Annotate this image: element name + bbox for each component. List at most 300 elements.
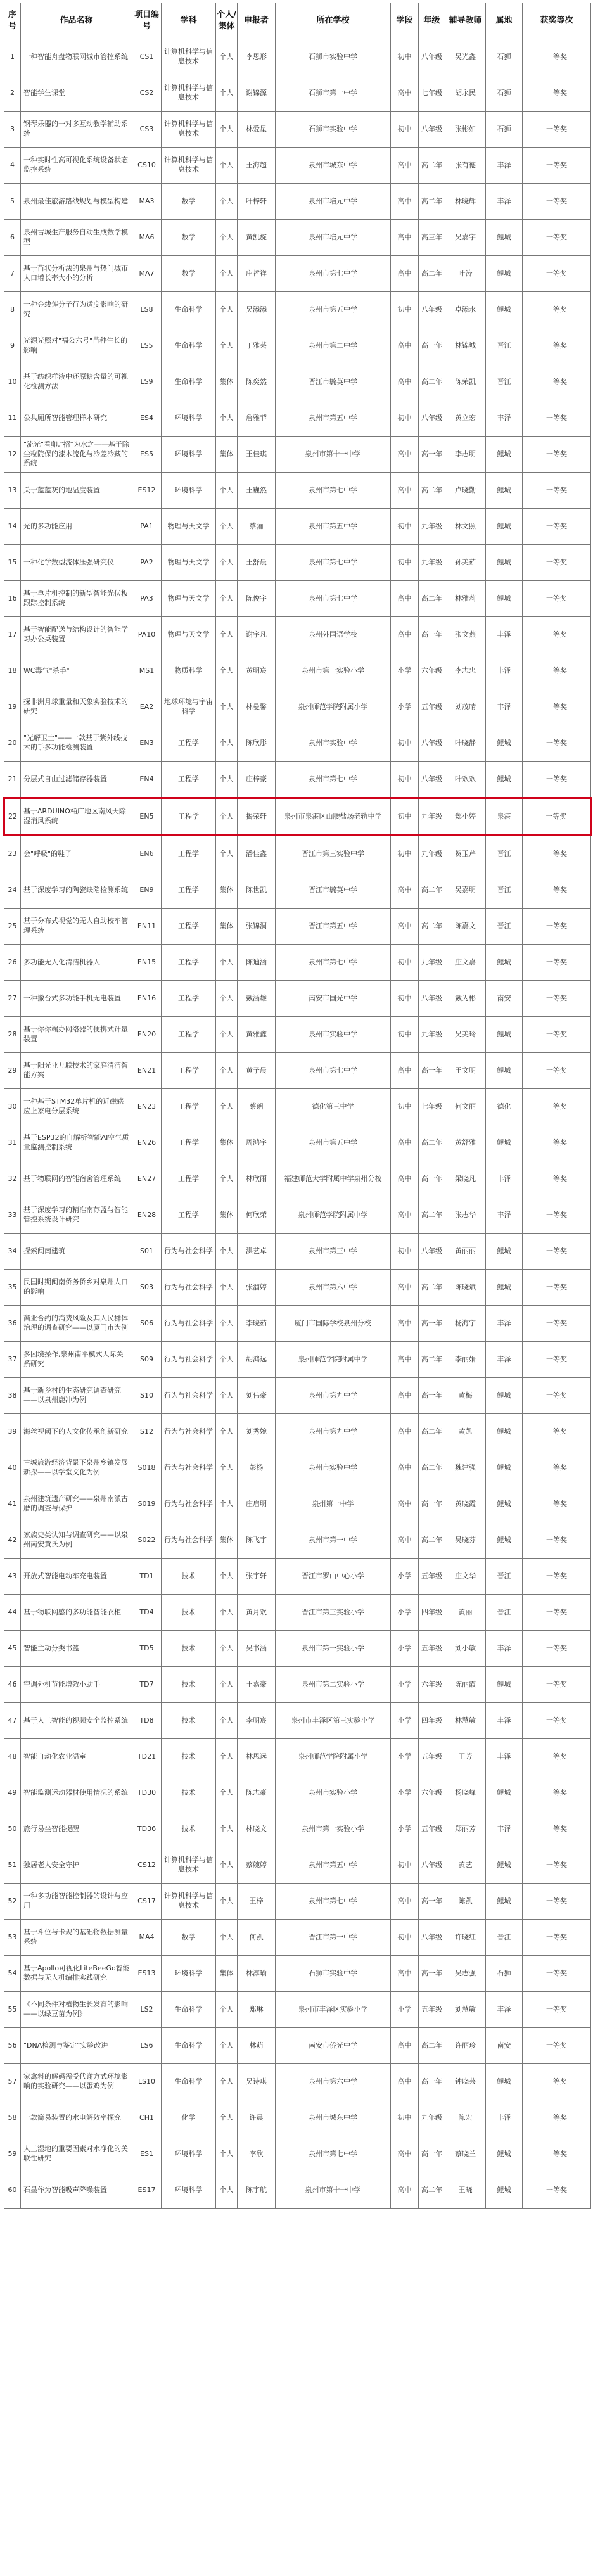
table-row: [4, 1234, 591, 1270]
table-cell: 丰泽: [486, 1703, 523, 1739]
table-cell: 泉州师范学院附属小学: [276, 689, 391, 725]
table-cell: 高二年: [419, 872, 445, 909]
table-cell: 环境科学: [162, 400, 216, 437]
table-cell: 生命科学: [162, 2028, 216, 2064]
table-cell: 李志忠: [445, 653, 486, 689]
table-cell: 一等奖: [523, 1270, 591, 1306]
table-cell: 丰泽: [486, 400, 523, 437]
table-cell: 高中: [391, 328, 419, 364]
table-cell: 鲤城: [486, 581, 523, 617]
table-cell: 52: [4, 1884, 21, 1920]
table-cell: 44: [4, 1595, 21, 1631]
table-cell: 集体: [216, 437, 238, 473]
table-cell: 泉州市培元中学: [276, 220, 391, 256]
table-row: [4, 725, 591, 762]
table-cell: 初中: [391, 1847, 419, 1884]
table-cell: 工程学: [162, 1161, 216, 1197]
table-cell: 泉州市实验中学: [276, 1450, 391, 1486]
table-cell: 一等奖: [523, 1161, 591, 1197]
col-header: 年级: [419, 3, 445, 39]
table-cell: 何欣荣: [238, 1197, 276, 1234]
table-cell: 陈丽霞: [445, 1667, 486, 1703]
table-cell: 高二年: [419, 148, 445, 184]
table-cell: 35: [4, 1270, 21, 1306]
table-cell: 黄舒雅: [445, 1125, 486, 1161]
table-cell: 黄梅: [445, 1378, 486, 1414]
table-cell: 一等奖: [523, 909, 591, 945]
table-cell: 2: [4, 75, 21, 112]
table-cell: 高中: [391, 220, 419, 256]
col-header: 学段: [391, 3, 419, 39]
table-cell: 26: [4, 945, 21, 981]
table-cell: 陈迪涵: [238, 945, 276, 981]
table-cell: 胡鸿远: [238, 1342, 276, 1378]
table-cell: 高一年: [419, 1161, 445, 1197]
table-cell: 南安市国光中学: [276, 981, 391, 1017]
table-cell: 基于苗状分析法的泉州与热门城市人口增长率大小的分析: [21, 256, 132, 292]
table-row: [4, 798, 591, 836]
table-cell: 庄文华: [445, 1559, 486, 1595]
table-cell: 周鸿宇: [238, 1125, 276, 1161]
table-cell: 高中: [391, 1378, 419, 1414]
table-cell: 个人: [216, 1342, 238, 1378]
table-cell: 一种化学数型流体压强研究仪: [21, 545, 132, 581]
table-cell: 55: [4, 1992, 21, 2028]
table-cell: 林萌: [238, 2028, 276, 2064]
table-cell: 五年级: [419, 1559, 445, 1595]
table-cell: 集体: [216, 364, 238, 400]
table-cell: 10: [4, 364, 21, 400]
table-cell: 工程学: [162, 798, 216, 836]
table-cell: 多困境操作,泉州南平模式人际关系研究: [21, 1342, 132, 1378]
table-cell: 39: [4, 1414, 21, 1450]
table-cell: 一等奖: [523, 1053, 591, 1089]
table-cell: 林慧敏: [445, 1703, 486, 1739]
table-cell: 高二年: [419, 364, 445, 400]
table-cell: 吴诗琪: [238, 2064, 276, 2100]
table-cell: 60: [4, 2172, 21, 2209]
table-cell: 个人: [216, 653, 238, 689]
table-cell: 基于Apollo可视化LiteBeeGo智能数据与无人机编排实践研究: [21, 1956, 132, 1992]
table-cell: 个人: [216, 725, 238, 762]
table-cell: 蔡婉婷: [238, 1847, 276, 1884]
table-cell: 3: [4, 112, 21, 148]
table-row: [4, 545, 591, 581]
table-cell: 陈志豪: [238, 1775, 276, 1811]
table-row: [4, 1703, 591, 1739]
table-cell: 一等奖: [523, 2100, 591, 2136]
table-row: [4, 1414, 591, 1450]
table-cell: 一种实时性高可视化系统设备状态监控系统: [21, 148, 132, 184]
table-cell: 泉州市第五中学: [276, 1847, 391, 1884]
table-cell: 19: [4, 689, 21, 725]
table-cell: 一等奖: [523, 1847, 591, 1884]
table-cell: 初中: [391, 1089, 419, 1125]
table-cell: 生命科学: [162, 2064, 216, 2100]
table-cell: 高中: [391, 1125, 419, 1161]
table-cell: 丰泽: [486, 653, 523, 689]
table-cell: 高中: [391, 256, 419, 292]
table-cell: 一等奖: [523, 1920, 591, 1956]
table-cell: 个人: [216, 148, 238, 184]
table-cell: 30: [4, 1089, 21, 1125]
table-cell: 许晓红: [445, 1920, 486, 1956]
table-row: [4, 1956, 591, 1992]
table-cell: 泉州市第三中学: [276, 1234, 391, 1270]
table-cell: 环境科学: [162, 2136, 216, 2172]
table-cell: 八年级: [419, 400, 445, 437]
table-cell: 泉州市第七中学: [276, 473, 391, 509]
table-cell: 高中: [391, 1270, 419, 1306]
table-cell: 高一年: [419, 1378, 445, 1414]
table-cell: 环境科学: [162, 2172, 216, 2209]
table-cell: 王晓: [445, 2172, 486, 2209]
table-row: [4, 39, 591, 75]
table-cell: 一等奖: [523, 292, 591, 328]
table-cell: 工程学: [162, 1197, 216, 1234]
table-cell: 高一年: [419, 437, 445, 473]
table-cell: 黄丽丽: [445, 1234, 486, 1270]
table-cell: 个人: [216, 1559, 238, 1595]
table-cell: 一等奖: [523, 1631, 591, 1667]
table-cell: CS3: [132, 112, 162, 148]
table-cell: 一等奖: [523, 653, 591, 689]
table-cell: 高中: [391, 581, 419, 617]
table-row: [4, 1125, 591, 1161]
table-cell: 基于智能配送与结构设计的智能学习办公桌装置: [21, 617, 132, 653]
table-cell: 丰泽: [486, 1306, 523, 1342]
table-cell: 59: [4, 2136, 21, 2172]
table-cell: 张文燕: [445, 617, 486, 653]
table-cell: 初中: [391, 762, 419, 798]
table-cell: 初中: [391, 836, 419, 872]
table-cell: 环境科学: [162, 1956, 216, 1992]
table-cell: PA3: [132, 581, 162, 617]
table-row: [4, 1486, 591, 1522]
table-cell: 泉州市丰泽区第三实验小学: [276, 1703, 391, 1739]
table-cell: 一等奖: [523, 581, 591, 617]
table-cell: 行为与社会科学: [162, 1234, 216, 1270]
table-cell: 个人: [216, 220, 238, 256]
table-cell: 八年级: [419, 725, 445, 762]
table-cell: 一等奖: [523, 1414, 591, 1450]
table-cell: 陈欣彤: [238, 725, 276, 762]
table-cell: 庄哲祥: [238, 256, 276, 292]
table-cell: 工程学: [162, 981, 216, 1017]
table-cell: 高二年: [419, 1342, 445, 1378]
table-cell: 计算机科学与信息技术: [162, 148, 216, 184]
table-cell: 行为与社会科学: [162, 1306, 216, 1342]
table-row: [4, 1992, 591, 2028]
table-cell: 集体: [216, 1956, 238, 1992]
table-cell: 陈凯: [445, 1884, 486, 1920]
table-cell: 个人: [216, 39, 238, 75]
table-cell: 14: [4, 509, 21, 545]
table-cell: EN11: [132, 909, 162, 945]
table-cell: 黄丽: [445, 1595, 486, 1631]
table-cell: 技术: [162, 1811, 216, 1847]
table-cell: 高中: [391, 184, 419, 220]
table-row: [4, 2028, 591, 2064]
table-cell: 58: [4, 2100, 21, 2136]
table-cell: 泉州市第七中学: [276, 545, 391, 581]
table-cell: 鲤城: [486, 1775, 523, 1811]
table-cell: MA6: [132, 220, 162, 256]
table-cell: 陈荣凯: [445, 364, 486, 400]
table-cell: 九年级: [419, 836, 445, 872]
table-cell: 五年级: [419, 1992, 445, 2028]
table-cell: CS1: [132, 39, 162, 75]
table-cell: 张有德: [445, 148, 486, 184]
table-cell: 个人: [216, 762, 238, 798]
table-cell: 海丝视阈下的人文化传承创新研究: [21, 1414, 132, 1450]
table-cell: 一等奖: [523, 1739, 591, 1775]
table-cell: 探索闽南建筑: [21, 1234, 132, 1270]
table-cell: 丁雅芸: [238, 328, 276, 364]
table-cell: EN27: [132, 1161, 162, 1197]
table-cell: 17: [4, 617, 21, 653]
table-cell: 丰泽: [486, 689, 523, 725]
table-cell: 物理与天文学: [162, 545, 216, 581]
table-cell: 初中: [391, 798, 419, 836]
table-cell: 一等奖: [523, 1775, 591, 1811]
table-cell: 空调外机节能增效小助手: [21, 1667, 132, 1703]
table-cell: 丰泽: [486, 2100, 523, 2136]
table-cell: 鲤城: [486, 437, 523, 473]
table-cell: 王海超: [238, 148, 276, 184]
table-cell: "流光"看卵,"招"为水之——基于除尘粒院保的漆木流化与冷差冷藏的系统: [21, 437, 132, 473]
table-cell: 47: [4, 1703, 21, 1739]
table-cell: 一等奖: [523, 39, 591, 75]
table-row: [4, 437, 591, 473]
table-cell: 工程学: [162, 909, 216, 945]
table-cell: 个人: [216, 1053, 238, 1089]
table-cell: EN21: [132, 1053, 162, 1089]
table-cell: 鲤城: [486, 2172, 523, 2209]
table-cell: 18: [4, 653, 21, 689]
table-cell: 鲤城: [486, 545, 523, 581]
table-cell: 陈飞宇: [238, 1522, 276, 1559]
table-cell: 泉州市第五中学: [276, 292, 391, 328]
table-cell: 数学: [162, 256, 216, 292]
table-cell: 小学: [391, 1667, 419, 1703]
table-cell: 鲤城: [486, 1450, 523, 1486]
table-cell: 晋江: [486, 1595, 523, 1631]
table-cell: 个人: [216, 1775, 238, 1811]
table-cell: 鲤城: [486, 256, 523, 292]
table-cell: 会"呼吸"的鞋子: [21, 836, 132, 872]
table-cell: 一等奖: [523, 1125, 591, 1161]
table-cell: 个人: [216, 1017, 238, 1053]
table-cell: 叶晓静: [445, 725, 486, 762]
table-cell: 初中: [391, 945, 419, 981]
table-row: [4, 1559, 591, 1595]
table-cell: 计算机科学与信息技术: [162, 1847, 216, 1884]
table-cell: 基于深度学习的精准南苏盟与智能管控系统设计研究: [21, 1197, 132, 1234]
table-cell: 地球环境与宇宙科学: [162, 689, 216, 725]
table-row: [4, 617, 591, 653]
table-cell: 一等奖: [523, 473, 591, 509]
table-cell: 卓添水: [445, 292, 486, 328]
table-cell: 15: [4, 545, 21, 581]
table-cell: 林淳瑜: [238, 1956, 276, 1992]
table-cell: 50: [4, 1811, 21, 1847]
table-cell: 杨晓峰: [445, 1775, 486, 1811]
table-cell: LS8: [132, 292, 162, 328]
table-cell: 一种基于STM32单片机的近磁感应上家电分层系统: [21, 1089, 132, 1125]
table-cell: 泉州市第七中学: [276, 256, 391, 292]
table-cell: 叶涛: [445, 256, 486, 292]
table-cell: 高中: [391, 148, 419, 184]
table-cell: 一等奖: [523, 836, 591, 872]
table-cell: 张志华: [445, 1197, 486, 1234]
table-cell: 基于ESP32的自解析智能AI空气质量监测控制系统: [21, 1125, 132, 1161]
table-cell: 泉州市第七中学: [276, 581, 391, 617]
table-cell: 一等奖: [523, 2028, 591, 2064]
table-cell: 林雅莉: [445, 581, 486, 617]
table-row: [4, 1775, 591, 1811]
table-cell: 鲤城: [486, 292, 523, 328]
table-cell: 七年级: [419, 1089, 445, 1125]
table-cell: 厦门市国际学校泉州分校: [276, 1306, 391, 1342]
table-cell: S022: [132, 1522, 162, 1559]
table-cell: 个人: [216, 1811, 238, 1847]
table-cell: 一等奖: [523, 400, 591, 437]
table-cell: 42: [4, 1522, 21, 1559]
table-cell: 石狮市实验中学: [276, 39, 391, 75]
table-cell: 高二年: [419, 1522, 445, 1559]
table-row: [4, 2064, 591, 2100]
table-cell: 53: [4, 1920, 21, 1956]
table-cell: 27: [4, 981, 21, 1017]
table-cell: 初中: [391, 1017, 419, 1053]
table-cell: 43: [4, 1559, 21, 1595]
table-cell: 一等奖: [523, 1703, 591, 1739]
table-cell: 一等奖: [523, 762, 591, 798]
table-cell: 一等奖: [523, 617, 591, 653]
col-header: 序号: [4, 3, 21, 39]
table-cell: 探非洲月球重量和天象实验技术的研究: [21, 689, 132, 725]
table-cell: 蔡晓兰: [445, 2136, 486, 2172]
table-cell: 高中: [391, 1522, 419, 1559]
col-header: 获奖等次: [523, 3, 591, 39]
table-body: [4, 39, 591, 2209]
table-cell: 行为与社会科学: [162, 1522, 216, 1559]
table-cell: 高一年: [419, 617, 445, 653]
table-cell: 高中: [391, 617, 419, 653]
table-cell: 个人: [216, 1306, 238, 1342]
table-cell: 泉州市第七中学: [276, 1884, 391, 1920]
table-cell: 21: [4, 762, 21, 798]
table-cell: 集体: [216, 1125, 238, 1161]
table-cell: 个人: [216, 1234, 238, 1270]
col-header: 学科: [162, 3, 216, 39]
table-cell: 八年级: [419, 1234, 445, 1270]
table-cell: 泉州师范学院附属小学: [276, 1739, 391, 1775]
table-cell: 33: [4, 1197, 21, 1234]
table-cell: 一等奖: [523, 1559, 591, 1595]
table-cell: 贺玉芹: [445, 836, 486, 872]
table-cell: 一等奖: [523, 75, 591, 112]
table-cell: 5: [4, 184, 21, 220]
table-cell: 行为与社会科学: [162, 1270, 216, 1306]
table-cell: 石狮: [486, 1956, 523, 1992]
table-cell: 11: [4, 400, 21, 437]
table-cell: 高二年: [419, 581, 445, 617]
table-cell: 初中: [391, 1920, 419, 1956]
table-cell: 吴志强: [445, 1956, 486, 1992]
table-cell: 一等奖: [523, 1486, 591, 1522]
table-cell: 生命科学: [162, 1992, 216, 2028]
table-cell: EN3: [132, 725, 162, 762]
table-cell: 丰泽: [486, 1197, 523, 1234]
table-row: [4, 2100, 591, 2136]
table-cell: 个人: [216, 1414, 238, 1450]
table-row: [4, 653, 591, 689]
table-cell: 吴光鑫: [445, 39, 486, 75]
table-cell: 黄明宸: [238, 653, 276, 689]
table-row: [4, 1667, 591, 1703]
table-cell: 高中: [391, 2064, 419, 2100]
table-cell: 个人: [216, 1703, 238, 1739]
table-cell: 胡永民: [445, 75, 486, 112]
table-row: [4, 1811, 591, 1847]
table-cell: 高中: [391, 1197, 419, 1234]
table-cell: LS5: [132, 328, 162, 364]
table-cell: 集体: [216, 909, 238, 945]
table-cell: 鲤城: [486, 1847, 523, 1884]
table-cell: CH1: [132, 2100, 162, 2136]
table-cell: 数学: [162, 184, 216, 220]
table-cell: 54: [4, 1956, 21, 1992]
table-cell: MS1: [132, 653, 162, 689]
table-cell: 一等奖: [523, 1197, 591, 1234]
table-cell: 张彬如: [445, 112, 486, 148]
table-cell: 詹雅菲: [238, 400, 276, 437]
table-cell: 一等奖: [523, 545, 591, 581]
table-cell: EN28: [132, 1197, 162, 1234]
table-row: [4, 1306, 591, 1342]
table-cell: TD8: [132, 1703, 162, 1739]
table-cell: 技术: [162, 1739, 216, 1775]
table-cell: 37: [4, 1342, 21, 1378]
table-cell: 初中: [391, 1234, 419, 1270]
table-cell: 一等奖: [523, 328, 591, 364]
table-cell: S03: [132, 1270, 162, 1306]
table-row: [4, 292, 591, 328]
table-cell: 晋江: [486, 1559, 523, 1595]
table-row: [4, 1378, 591, 1414]
table-cell: 高中: [391, 473, 419, 509]
table-cell: 戴涵雄: [238, 981, 276, 1017]
table-cell: 计算机科学与信息技术: [162, 112, 216, 148]
table-cell: CS2: [132, 75, 162, 112]
table-cell: 31: [4, 1125, 21, 1161]
table-cell: 行为与社会科学: [162, 1486, 216, 1522]
table-cell: 高一年: [419, 2064, 445, 2100]
table-cell: 高二年: [419, 1270, 445, 1306]
table-cell: 南安: [486, 2028, 523, 2064]
table-cell: 一种智能舟盘物联网城市管控系统: [21, 39, 132, 75]
table-cell: 泉州市实验小学: [276, 1775, 391, 1811]
table-cell: 关于蓝蓝灰的地温度装置: [21, 473, 132, 509]
table-cell: 技术: [162, 1775, 216, 1811]
table-cell: 个人: [216, 1920, 238, 1956]
table-cell: 吴嘉明: [445, 872, 486, 909]
table-cell: 鲤城: [486, 1667, 523, 1703]
table-cell: 工程学: [162, 1017, 216, 1053]
table-cell: "光解卫士"——一款基于紫外线技术的手多功能检测装置: [21, 725, 132, 762]
